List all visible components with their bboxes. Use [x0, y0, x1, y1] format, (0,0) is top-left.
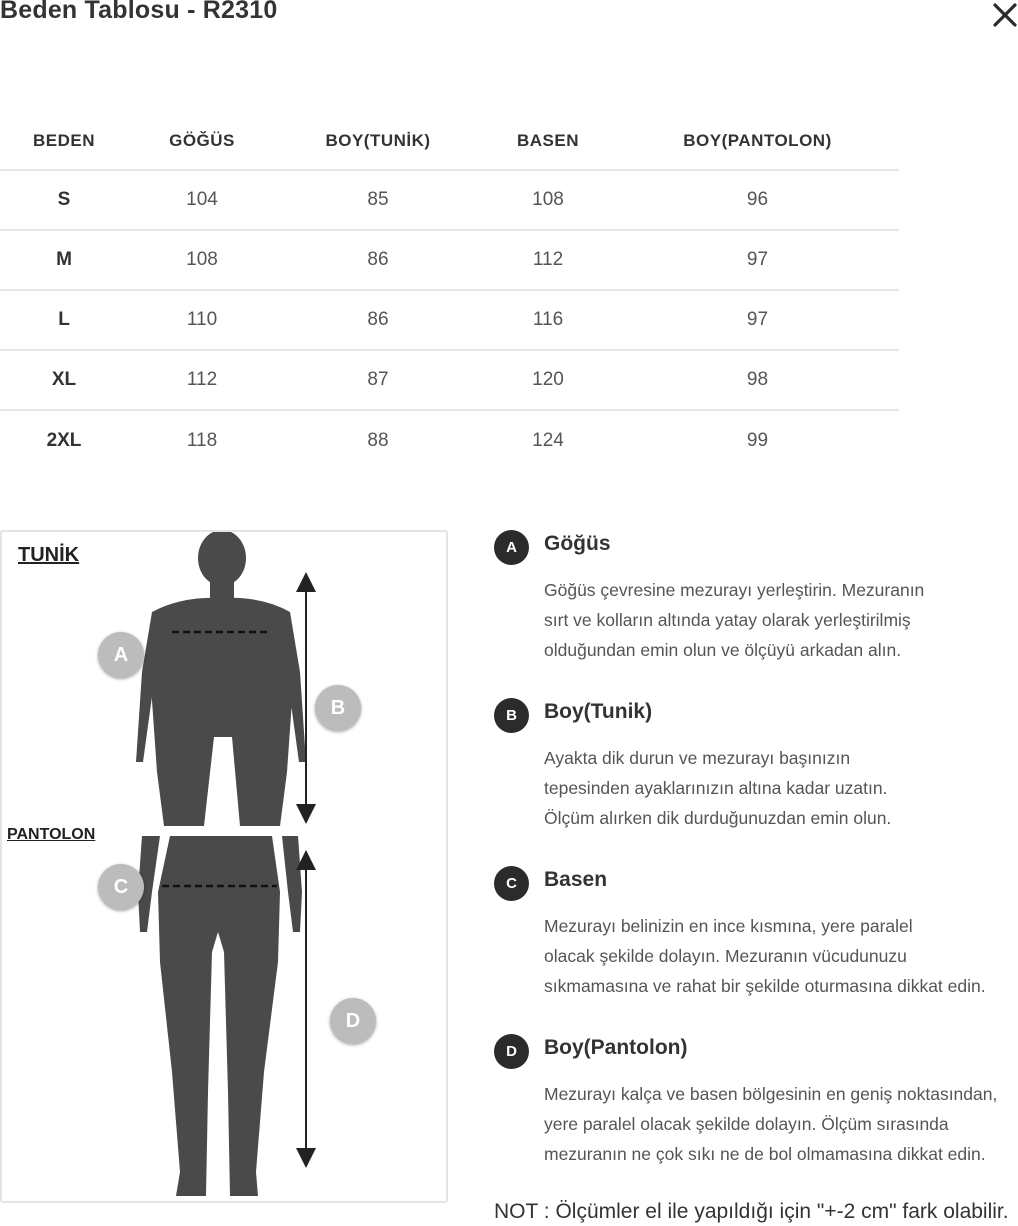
- guide-text-line: olacak şekilde dolayın. Mezuranın vücudunuzu: [544, 946, 907, 966]
- table-cell: 112: [128, 350, 276, 410]
- size-table: [0, 112, 899, 470]
- table-header-row: [0, 112, 899, 170]
- table-cell: 99: [746, 429, 769, 451]
- guide-text-line: olduğundan emin olun ve ölçüyü arkadan alın.: [544, 640, 902, 660]
- trouser-silhouette: [138, 836, 302, 1196]
- table-cell: 112: [480, 230, 616, 290]
- table-cell: 86: [276, 230, 480, 290]
- table-row: [0, 230, 899, 290]
- guide-text-line: Ayakta dik durun ve mezurayı başınızın: [544, 748, 851, 768]
- tunic-label: TUNİK: [18, 544, 80, 566]
- guide-text-line: yere paralel olacak şekilde dolayın. Ölçüm sırasında: [544, 1114, 949, 1134]
- table-cell: 110: [128, 290, 276, 350]
- table-row: [0, 350, 899, 410]
- guide-text-line: Ölçüm alırken dik durduğunuzdan emin olun.: [544, 808, 892, 828]
- table-cell: 86: [276, 290, 480, 350]
- table-cell: 98: [616, 350, 899, 410]
- table-cell: 108: [480, 170, 616, 230]
- guide-badge: C: [494, 866, 529, 901]
- guide-text-line: tepesinden ayaklarınızın altına kadar uzatın.: [544, 778, 888, 798]
- modal-title: Beden Tablosu - R2310: [0, 0, 278, 24]
- marker-b: B: [315, 685, 361, 731]
- guide-text-line: sırt ve kolların altında yatay olarak yerleştirilmiş: [544, 610, 911, 630]
- guide-heading: Boy(Tunik): [544, 700, 653, 723]
- guide-text-line: sıkmamasına ve rahat bir şekilde oturmasına dikkat edin.: [544, 976, 986, 996]
- marker-d: D: [330, 998, 376, 1044]
- guide-text-line: Mezurayı belinizin en ince kısmına, yere paralel: [544, 916, 913, 936]
- column-header-trouser-length: BOY(PANTOLON): [616, 112, 899, 170]
- size-cell: L: [0, 290, 128, 350]
- table-row: [0, 410, 899, 470]
- guide-heading: Basen: [544, 868, 608, 891]
- table-cell: 97: [616, 290, 899, 350]
- size-cell: M: [0, 230, 128, 290]
- size-cell: S: [0, 170, 128, 230]
- guide-text-line: Göğüs çevresine mezurayı yerleştirin. Mezuranın: [544, 580, 925, 600]
- table-cell: 116: [480, 290, 616, 350]
- column-header-chest: GÖĞÜS: [128, 112, 276, 170]
- measurement-figure: [0, 530, 448, 1203]
- size-cell: 2XL: [46, 429, 82, 451]
- table-cell: 87: [276, 350, 480, 410]
- table-cell: 97: [616, 230, 899, 290]
- guide-badge: A: [494, 530, 529, 565]
- column-header-hip: BASEN: [480, 112, 616, 170]
- close-button[interactable]: [992, 2, 1018, 32]
- guide-badge: D: [494, 1034, 529, 1069]
- size-cell: XL: [0, 350, 128, 410]
- close-icon: [992, 2, 1018, 28]
- guide-text-line: Mezurayı kalça ve basen bölgesinin en geniş noktasından,: [544, 1084, 998, 1104]
- table-cell: 104: [128, 170, 276, 230]
- table-cell: 124: [532, 429, 564, 451]
- guide-text-line: mezuranın ne çok sıkı ne de bol olmamasına dikkat edin.: [544, 1144, 986, 1164]
- guide-heading: Göğüs: [544, 532, 611, 555]
- table-cell: 88: [367, 429, 389, 451]
- table-cell: 118: [186, 429, 218, 451]
- table-cell: 120: [480, 350, 616, 410]
- table-cell: 85: [276, 170, 480, 230]
- tunic-silhouette: [136, 532, 306, 826]
- guide-badge: B: [494, 698, 529, 733]
- body-silhouette-illustration: [2, 532, 446, 1201]
- marker-c: C: [98, 864, 144, 910]
- trouser-label: PANTOLON: [7, 826, 96, 843]
- table-row: [0, 290, 899, 350]
- marker-a: A: [98, 632, 144, 678]
- column-header-size: BEDEN: [0, 112, 128, 170]
- table-row: [0, 170, 899, 230]
- column-header-tunic-length: BOY(TUNİK): [276, 112, 480, 170]
- guide-heading: Boy(Pantolon): [544, 1036, 688, 1059]
- table-cell: 96: [616, 170, 899, 230]
- table-cell: 108: [128, 230, 276, 290]
- measurement-note: NOT : Ölçümler el ile yapıldığı için "+-2 cm" fark olabilir.: [494, 1200, 1009, 1223]
